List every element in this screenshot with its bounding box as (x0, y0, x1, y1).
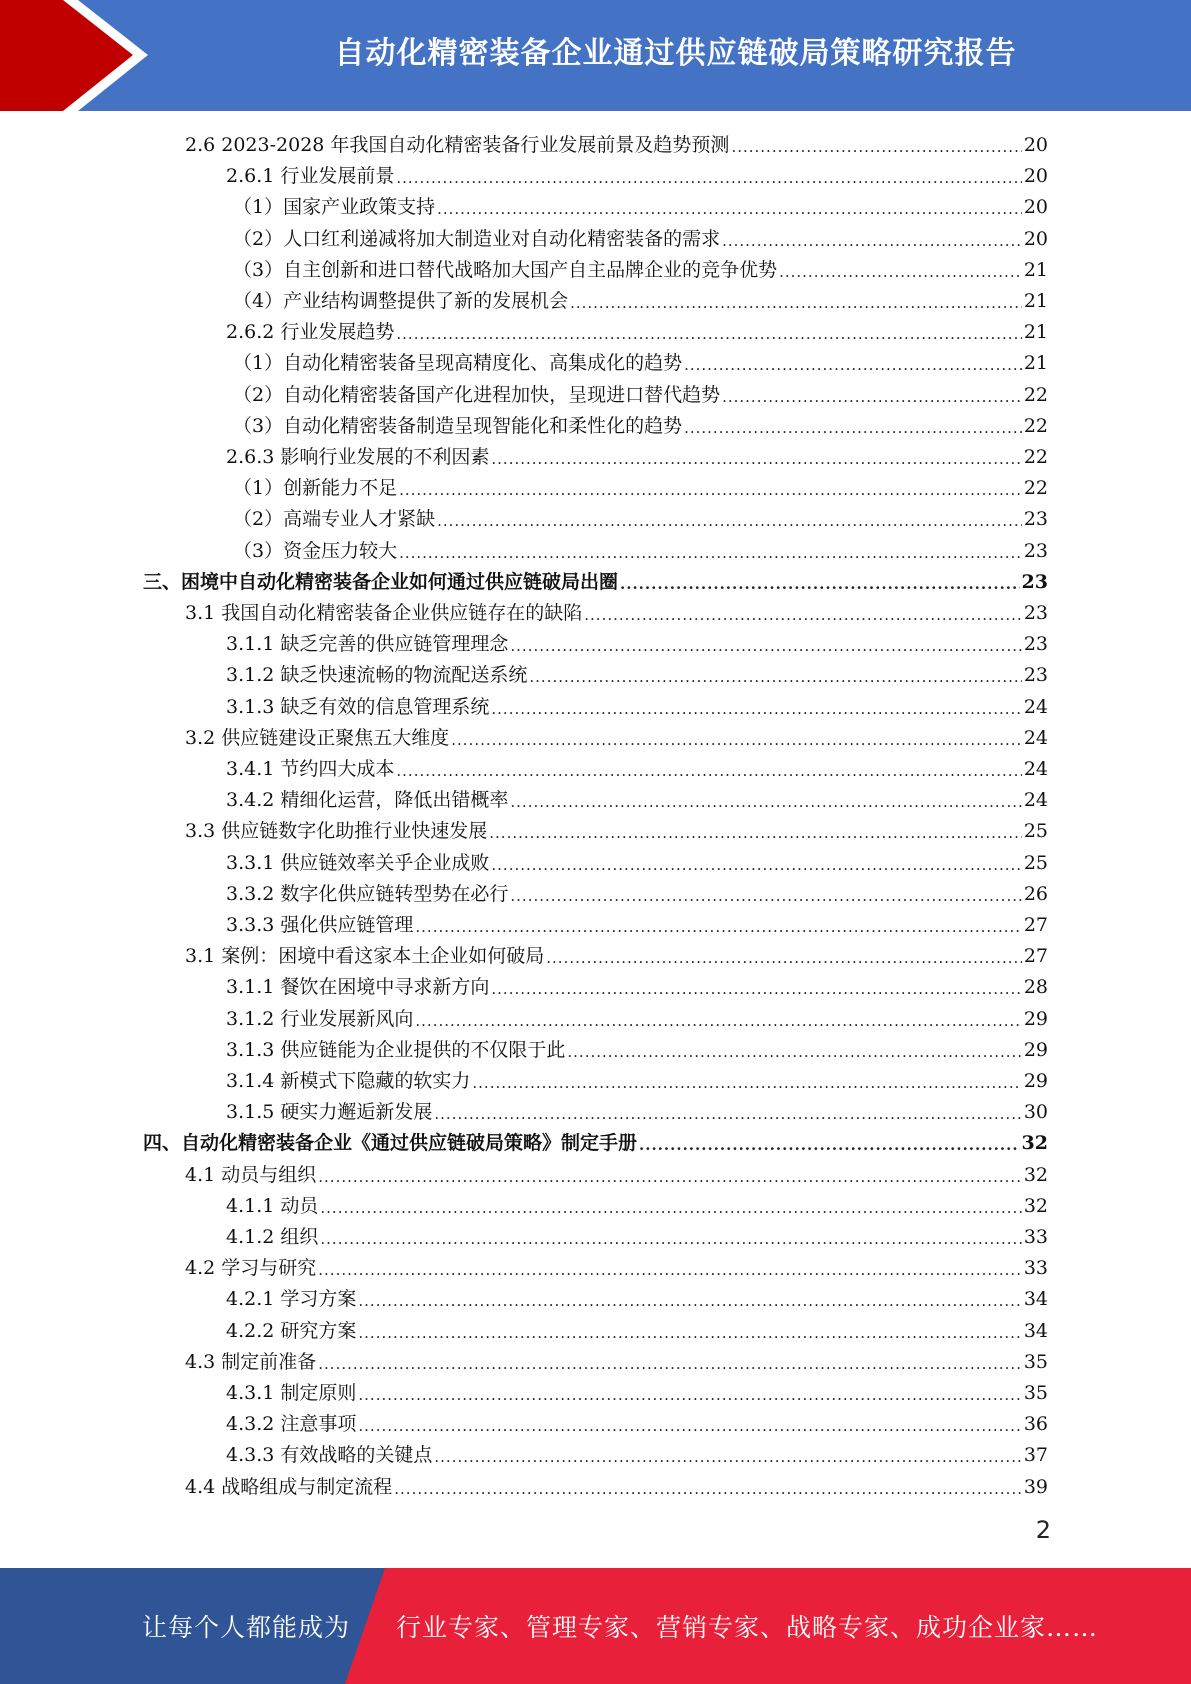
toc-entry-title: 三、困境中自动化精密装备企业如何通过供应链破局出圈 (143, 570, 619, 593)
toc-entry-page: 28 (1023, 976, 1048, 999)
toc-leader-dots (684, 354, 1022, 376)
toc-entry-title: 3.1.1 缺乏完善的供应链管理理念 (226, 633, 509, 656)
toc-entry-page: 23 (1021, 570, 1048, 593)
toc-entry-title: （4）产业结构调整提供了新的发展机会 (233, 290, 569, 312)
toc-leader-dots (415, 916, 1021, 938)
toc-entry-page: 20 (1023, 227, 1048, 250)
toc-entry[interactable] (226, 689, 1048, 720)
toc-entry-page: 24 (1023, 789, 1048, 812)
toc-entry-page: 26 (1023, 882, 1048, 905)
toc-entry-title: （1）国家产业政策支持 (233, 196, 436, 219)
toc-entry-title: 3.3.1 供应链效率关乎企业成败 (226, 851, 490, 874)
toc-entry-page: 32 (1023, 1163, 1048, 1186)
toc-entry[interactable] (233, 189, 1048, 220)
toc-entry[interactable] (226, 1032, 1048, 1063)
toc-entry-title: （2）高端专业人才紧缺 (233, 508, 436, 531)
toc-leader-dots (491, 448, 1021, 470)
toc-entry-page: 21 (1023, 321, 1048, 344)
toc-leader-dots (584, 604, 1022, 626)
toc-entry-page: 33 (1023, 1257, 1048, 1280)
toc-entry-title: 3.1 我国自动化精密装备企业供应链存在的缺陷 (185, 602, 583, 624)
toc-entry-page: 22 (1023, 446, 1048, 468)
toc-entry-title: 4.3.2 注意事项 (226, 1413, 357, 1436)
toc-entry-page: 34 (1023, 1288, 1048, 1311)
toc-entry-title: （2）人口红利递减将加大制造业对自动化精密装备的需求 (233, 227, 721, 250)
toc-entry-page: 22 (1023, 383, 1048, 406)
toc-entry-page: 34 (1023, 1319, 1048, 1342)
toc-leader-dots (510, 791, 1021, 813)
toc-entry[interactable] (226, 1001, 1048, 1032)
toc-entry[interactable] (185, 938, 1048, 969)
toc-entry[interactable] (226, 1281, 1048, 1312)
toc-entry-title: 4.1 动员与组织 (185, 1163, 317, 1186)
toc-leader-dots (546, 947, 1022, 969)
toc-entry[interactable] (185, 720, 1048, 751)
toc-entry-page: 35 (1023, 1350, 1048, 1373)
toc-leader-dots (434, 1103, 1021, 1125)
page-footer (0, 1568, 1191, 1684)
toc-entry-page: 23 (1023, 602, 1048, 624)
toc-entry[interactable] (226, 751, 1048, 782)
toc-leader-dots (491, 854, 1021, 876)
toc-leader-dots (472, 1072, 1021, 1094)
toc-leader-dots (358, 1322, 1021, 1344)
toc-entry-title: 4.2 学习与研究 (185, 1257, 317, 1280)
toc-entry-page: 29 (1023, 1038, 1048, 1061)
toc-leader-dots (437, 198, 1022, 220)
page-header (0, 0, 1191, 111)
toc-entry[interactable] (226, 1094, 1048, 1125)
toc-entry[interactable] (233, 221, 1048, 252)
toc-entry-title: 3.2 供应链建设正聚焦五大维度 (185, 726, 450, 749)
toc-entry-page: 20 (1023, 165, 1048, 188)
toc-entry-page: 23 (1023, 664, 1048, 687)
toc-entry-page: 27 (1023, 945, 1048, 968)
toc-entry-page: 39 (1023, 1475, 1048, 1498)
toc-leader-dots (570, 292, 1022, 314)
toc-entry-title: 4.4 战略组成与制定流程 (185, 1475, 393, 1498)
toc-entry-title: 3.1.2 行业发展新风向 (226, 1007, 414, 1030)
toc-entry[interactable] (226, 1313, 1048, 1344)
toc-entry-page: 25 (1023, 851, 1048, 874)
toc-entry-title: 3.1.5 硬实力邂逅新发展 (226, 1101, 433, 1124)
toc-leader-dots (318, 1259, 1022, 1281)
toc-entry-page: 21 (1023, 290, 1048, 312)
toc-entry-page: 32 (1021, 1132, 1048, 1155)
toc-entry-title: 3.1.3 供应链能为企业提供的不仅限于此 (226, 1038, 566, 1061)
toc-entry-title: 4.3.3 有效战略的关键点 (226, 1444, 433, 1467)
toc-entry-title: 3.3 供应链数字化助推行业快速发展 (185, 820, 488, 843)
toc-entry[interactable] (226, 845, 1048, 876)
toc-leader-dots (684, 417, 1022, 439)
toc-leader-dots (489, 822, 1022, 844)
toc-leader-dots (396, 323, 1021, 345)
toc-entry-page: 30 (1023, 1101, 1048, 1124)
toc-entry[interactable] (143, 564, 1048, 595)
toc-entry[interactable] (233, 408, 1048, 439)
toc-entry[interactable] (233, 533, 1048, 564)
toc-entry-title: 3.3.2 数字化供应链转型势在必行 (226, 882, 509, 905)
toc-leader-dots (731, 136, 1021, 158)
toc-entry[interactable] (226, 1063, 1048, 1094)
toc-entry[interactable] (226, 782, 1048, 813)
toc-entry-title: 3.4.1 节约四大成本 (226, 758, 395, 780)
toc-entry-page: 20 (1023, 134, 1048, 156)
toc-entry[interactable] (226, 1219, 1048, 1250)
toc-entry[interactable] (185, 1469, 1048, 1500)
toc-entry-page: 21 (1023, 258, 1048, 281)
toc-entry[interactable] (226, 1375, 1048, 1406)
toc-entry[interactable] (233, 283, 1048, 314)
toc-leader-dots (396, 760, 1021, 782)
toc-leader-dots (491, 978, 1021, 1000)
toc-entry-page: 24 (1023, 726, 1048, 749)
toc-entry-title: （2）自动化精密装备国产化进程加快，呈现进口替代趋势 (233, 383, 721, 406)
toc-entry-page: 21 (1023, 352, 1048, 375)
toc-entry-page: 36 (1023, 1413, 1048, 1436)
toc-entry[interactable] (185, 1157, 1048, 1188)
toc-entry-page: 27 (1023, 914, 1048, 936)
toc-leader-dots (318, 1166, 1022, 1188)
toc-entry-page: 37 (1023, 1444, 1048, 1467)
toc-entry-title: （3）自主创新和进口替代战略加大国产自主品牌企业的竞争优势 (233, 258, 778, 281)
toc-leader-dots (399, 542, 1022, 564)
toc-leader-dots (434, 1446, 1021, 1468)
toc-entry-title: （3）资金压力较大 (233, 539, 398, 562)
toc-entry-title: 3.3.3 强化供应链管理 (226, 914, 414, 936)
toc-entry-title: 3.1.2 缺乏快速流畅的物流配送系统 (226, 664, 528, 687)
toc-entry[interactable] (233, 501, 1048, 532)
toc-entry-page: 24 (1023, 758, 1048, 780)
toc-entry-page: 29 (1023, 1070, 1048, 1092)
report-title: 自动化精密装备企业通过供应链破局策略研究报告 (334, 36, 1017, 71)
toc-entry[interactable] (226, 158, 1048, 189)
toc-entry-page: 35 (1023, 1382, 1048, 1404)
toc-leader-dots (620, 573, 1020, 595)
toc-entry[interactable] (185, 1250, 1048, 1281)
toc-entry-title: 4.2.1 学习方案 (226, 1288, 357, 1311)
toc-entry-title: 2.6 2023-2028 年我国自动化精密装备行业发展前景及趋势预测 (185, 134, 730, 156)
toc-entry[interactable] (143, 1125, 1048, 1156)
toc-entry-title: 4.2.2 研究方案 (226, 1319, 357, 1342)
toc-entry[interactable] (233, 252, 1048, 283)
toc-leader-dots (451, 729, 1022, 751)
toc-entry[interactable] (233, 470, 1048, 501)
toc-entry-title: 3.1.3 缺乏有效的信息管理系统 (226, 695, 490, 718)
toc-entry[interactable] (226, 1188, 1048, 1219)
footer-slogan-right: 行业专家、管理专家、营销专家、战略专家、成功企业家…… (396, 1613, 1099, 1642)
toc-entry-page: 22 (1023, 477, 1048, 500)
toc-entry[interactable] (226, 969, 1048, 1000)
toc-entry-page: 32 (1023, 1194, 1048, 1217)
toc-leader-dots (437, 510, 1022, 532)
toc-entry-page: 23 (1023, 539, 1048, 562)
toc-leader-dots (320, 1228, 1021, 1250)
toc-leader-dots (399, 479, 1022, 501)
toc-entry[interactable] (185, 595, 1048, 626)
toc-leader-dots (415, 1010, 1021, 1032)
toc-entry-title: 4.1.2 组织 (226, 1226, 319, 1248)
toc-entry-page: 24 (1023, 695, 1048, 718)
toc-entry[interactable] (226, 626, 1048, 657)
toc-entry[interactable] (226, 314, 1048, 345)
toc-entry[interactable] (226, 439, 1048, 470)
toc-leader-dots (491, 698, 1021, 720)
toc-entry-title: 3.1.4 新模式下隐藏的软实力 (226, 1070, 471, 1092)
toc-leader-dots (358, 1415, 1021, 1437)
toc-entry-title: 2.6.1 行业发展前景 (226, 165, 395, 188)
toc-entry[interactable] (185, 1344, 1048, 1375)
toc-leader-dots (358, 1290, 1021, 1312)
toc-leader-dots (318, 1353, 1022, 1375)
toc-leader-dots (722, 386, 1022, 408)
toc-entry[interactable] (226, 1406, 1048, 1437)
toc-entry-page: 29 (1023, 1007, 1048, 1030)
toc-entry-title: （3）自动化精密装备制造呈现智能化和柔性化的趋势 (233, 414, 683, 437)
toc-leader-dots (567, 1041, 1021, 1063)
toc-entry[interactable] (226, 657, 1048, 688)
toc-entry-page: 22 (1023, 414, 1048, 437)
toc-entry-title: 2.6.2 行业发展趋势 (226, 321, 395, 344)
toc-entry-title: （1）创新能力不足 (233, 477, 398, 500)
toc-entry-title: 4.1.1 动员 (226, 1194, 319, 1217)
toc-entry-title: （1）自动化精密装备呈现高精度化、高集成化的趋势 (233, 352, 683, 375)
toc-leader-dots (779, 261, 1022, 283)
toc-entry-page: 20 (1023, 196, 1048, 219)
toc-leader-dots (722, 230, 1022, 252)
toc-entry[interactable] (185, 813, 1048, 844)
toc-leader-dots (639, 1134, 1020, 1156)
toc-leader-dots (358, 1384, 1021, 1406)
page-number: 2 (1035, 1516, 1051, 1544)
toc-entry[interactable] (226, 876, 1048, 907)
toc-entry[interactable] (233, 377, 1048, 408)
toc-entry[interactable] (185, 127, 1048, 158)
toc-leader-dots (394, 1478, 1022, 1500)
toc-entry-title: 4.3.1 制定原则 (226, 1382, 357, 1404)
toc-entry-page: 25 (1023, 820, 1048, 843)
toc-leader-dots (320, 1197, 1021, 1219)
toc-entry-title: 3.4.2 精细化运营，降低出错概率 (226, 789, 509, 812)
toc-entry[interactable] (226, 907, 1048, 938)
toc-entry[interactable] (226, 1437, 1048, 1468)
toc-leader-dots (396, 167, 1021, 189)
toc-entry-page: 23 (1023, 633, 1048, 656)
toc-entry-page: 23 (1023, 508, 1048, 531)
toc-leader-dots (510, 635, 1021, 657)
footer-slogan-left: 让每个人都能成为 (142, 1613, 351, 1642)
toc-leader-dots (529, 666, 1021, 688)
toc-entry-title: 3.1.1 餐饮在困境中寻求新方向 (226, 976, 490, 999)
toc-entry[interactable] (233, 345, 1048, 376)
toc-entry-title: 2.6.3 影响行业发展的不利因素 (226, 446, 490, 468)
toc-entry-title: 四、自动化精密装备企业《通过供应链破局策略》制定手册 (143, 1132, 638, 1155)
toc-entry-title: 4.3 制定前准备 (185, 1350, 317, 1373)
toc-entry-title: 3.1 案例：困境中看这家本土企业如何破局 (185, 945, 545, 968)
toc-entry-page: 33 (1023, 1226, 1048, 1248)
toc-leader-dots (510, 885, 1021, 907)
